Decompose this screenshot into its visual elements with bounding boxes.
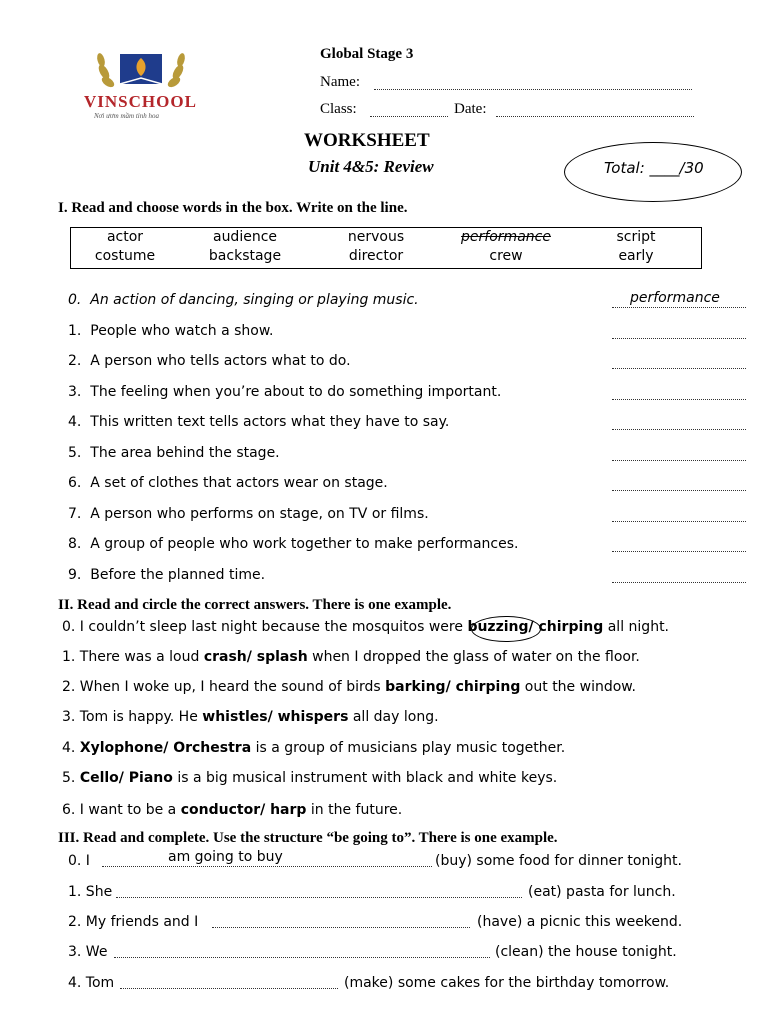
word-early: early <box>618 248 654 264</box>
word-performance: performance <box>461 229 551 245</box>
school-logo <box>82 42 222 122</box>
s1-item-number: 7. <box>68 506 82 522</box>
s3-answer-line-4[interactable] <box>120 988 338 989</box>
s2-item-text: 0. I couldn’t sleep last night because the mosquitos were <box>62 619 468 635</box>
s1-item-number: 9. <box>68 567 82 583</box>
word-actor: actor <box>106 229 144 245</box>
s1-item-0 <box>68 292 419 308</box>
s1-item-number: 5. <box>68 445 82 461</box>
word-audience: audience <box>212 229 278 245</box>
total-score[interactable]: Total: ____/30 <box>604 159 704 177</box>
s3-item-3-post: (clean) the house tonight. <box>495 944 677 960</box>
s2-item-text: when I dropped the glass of water on the floor. <box>307 649 640 665</box>
s3-item-0-pre: 0. I <box>68 853 90 869</box>
s1-item-number: 2. <box>68 353 82 369</box>
s1-item-text: A person who tells actors what to do. <box>90 353 351 369</box>
logo-tagline: Nơi ươm mầm tinh hoa <box>94 112 159 120</box>
s1-answer-line-2[interactable] <box>612 368 746 369</box>
s1-answer-line-8[interactable] <box>612 551 746 552</box>
s2-item-text: 5. <box>62 770 80 786</box>
s1-item-number: 1. <box>68 323 82 339</box>
word-box <box>70 227 702 269</box>
s1-answer-line-0[interactable] <box>612 307 746 308</box>
s2-item-text: 2. When I woke up, I heard the sound of birds <box>62 679 386 695</box>
s1-item-number: 4. <box>68 414 82 430</box>
s3-item-2-pre: 2. My friends and I <box>68 914 199 930</box>
s1-item-text: A group of people who work together to make performances. <box>90 536 519 552</box>
s3-item-1-post: (eat) pasta for lunch. <box>528 884 676 900</box>
worksheet-title: WORKSHEET <box>304 130 430 151</box>
s3-item-1-pre: 1. She <box>68 884 113 900</box>
s1-item-text: The feeling when you’re about to do something important. <box>90 384 502 400</box>
section3-heading: III. Read and complete. Use the structure “be going to”. There is one example. <box>58 830 558 846</box>
name-row <box>320 74 360 91</box>
s1-answer-0[interactable]: performance <box>630 290 720 306</box>
word-costume: costume <box>94 248 156 264</box>
s3-item-0-post: (buy) some food for dinner tonight. <box>435 853 682 869</box>
s2-item-4 <box>62 740 565 756</box>
s1-item-text: The area behind the stage. <box>90 445 280 461</box>
s1-answer-line-7[interactable] <box>612 521 746 522</box>
class-label: Class: <box>320 101 357 117</box>
s3-answer-line-1[interactable] <box>116 897 522 898</box>
s1-item-text: This written text tells actors what they have to say. <box>90 414 450 430</box>
s2-item-1 <box>62 649 640 665</box>
s2-item-text: 6. I want to be a <box>62 802 181 818</box>
s3-answer-0[interactable]: am going to buy <box>168 849 283 865</box>
s1-item-2 <box>68 353 351 369</box>
word-director: director <box>348 248 404 264</box>
word-script: script <box>616 229 656 245</box>
logo-text: VINSCHOOL <box>84 92 197 111</box>
word-crew: crew <box>489 248 523 264</box>
date-field[interactable] <box>496 116 694 117</box>
s2-item-text: 1. There was a loud <box>62 649 204 665</box>
s2-item-5 <box>62 770 557 786</box>
s2-item-3 <box>62 709 439 725</box>
name-field[interactable] <box>374 89 692 90</box>
name-label: Name: <box>320 74 360 90</box>
stage-label: Global Stage 3 <box>320 46 414 62</box>
s2-item-text: 4. <box>62 740 80 756</box>
class-row <box>320 101 487 118</box>
s1-item-number: 8. <box>68 536 82 552</box>
s3-answer-line-2[interactable] <box>212 927 470 928</box>
s2-item-text: is a big musical instrument with black and white keys. <box>172 770 558 786</box>
section1-heading: I. Read and choose words in the box. Write on the line. <box>58 200 408 216</box>
s2-options[interactable]: Xylophone/ Orchestra <box>79 740 252 756</box>
class-field[interactable] <box>370 116 448 117</box>
s1-answer-line-3[interactable] <box>612 399 746 400</box>
s1-item-number: 6. <box>68 475 82 491</box>
s3-item-4-pre: 4. Tom <box>68 975 115 991</box>
word-nervous: nervous <box>347 229 405 245</box>
s2-item-text: in the future. <box>306 802 403 818</box>
s1-item-text: Before the planned time. <box>90 567 266 583</box>
s1-item-text: A set of clothes that actors wear on stage. <box>90 475 388 491</box>
s1-answer-line-1[interactable] <box>612 338 746 339</box>
s1-item-3 <box>68 384 501 400</box>
s2-options[interactable]: buzzing/ chirping <box>467 619 604 635</box>
s2-item-2 <box>62 679 636 695</box>
s1-item-text: An action of dancing, singing or playing music. <box>90 292 419 308</box>
s1-answer-line-9[interactable] <box>612 582 746 583</box>
s2-options[interactable]: conductor/ harp <box>180 802 307 818</box>
s1-item-1 <box>68 323 273 339</box>
s3-answer-line-3[interactable] <box>114 957 490 958</box>
s1-item-text: People who watch a show. <box>90 323 274 339</box>
s1-answer-line-5[interactable] <box>612 460 746 461</box>
s1-item-8 <box>68 536 518 552</box>
answer-circle-mark <box>471 616 541 642</box>
worksheet-subtitle: Unit 4&5: Review <box>308 157 434 176</box>
s2-options[interactable]: barking/ chirping <box>385 679 521 695</box>
s3-item-4-post: (make) some cakes for the birthday tomorrow. <box>344 975 670 991</box>
s2-item-text: 3. Tom is happy. He <box>62 709 203 725</box>
s1-item-6 <box>68 475 388 491</box>
s3-answer-line-0[interactable] <box>102 866 432 867</box>
s1-item-9 <box>68 567 265 583</box>
s1-item-4 <box>68 414 449 430</box>
s3-item-2-post: (have) a picnic this weekend. <box>477 914 683 930</box>
s2-item-0 <box>62 619 669 635</box>
s1-item-text: A person who performs on stage, on TV or films. <box>90 506 429 522</box>
s2-item-text: is a group of musicians play music together. <box>251 740 566 756</box>
section2-heading: II. Read and circle the correct answers. There is one example. <box>58 597 452 613</box>
s1-item-5 <box>68 445 280 461</box>
word-backstage: backstage <box>208 248 282 264</box>
s1-item-7 <box>68 506 429 522</box>
s3-item-3-pre: 3. We <box>68 944 108 960</box>
s2-item-6 <box>62 802 402 818</box>
s1-item-number: 3. <box>68 384 82 400</box>
s2-item-text: all night. <box>603 619 670 635</box>
s2-options[interactable]: whistles/ whispers <box>202 709 349 725</box>
s2-item-text: all day long. <box>348 709 439 725</box>
s2-options[interactable]: Cello/ Piano <box>79 770 173 786</box>
s1-answer-line-6[interactable] <box>612 490 746 491</box>
s2-item-text: out the window. <box>520 679 636 695</box>
s1-answer-line-4[interactable] <box>612 429 746 430</box>
date-label: Date: <box>454 101 487 117</box>
s1-item-number: 0. <box>68 292 82 308</box>
s2-options[interactable]: crash/ splash <box>203 649 308 665</box>
